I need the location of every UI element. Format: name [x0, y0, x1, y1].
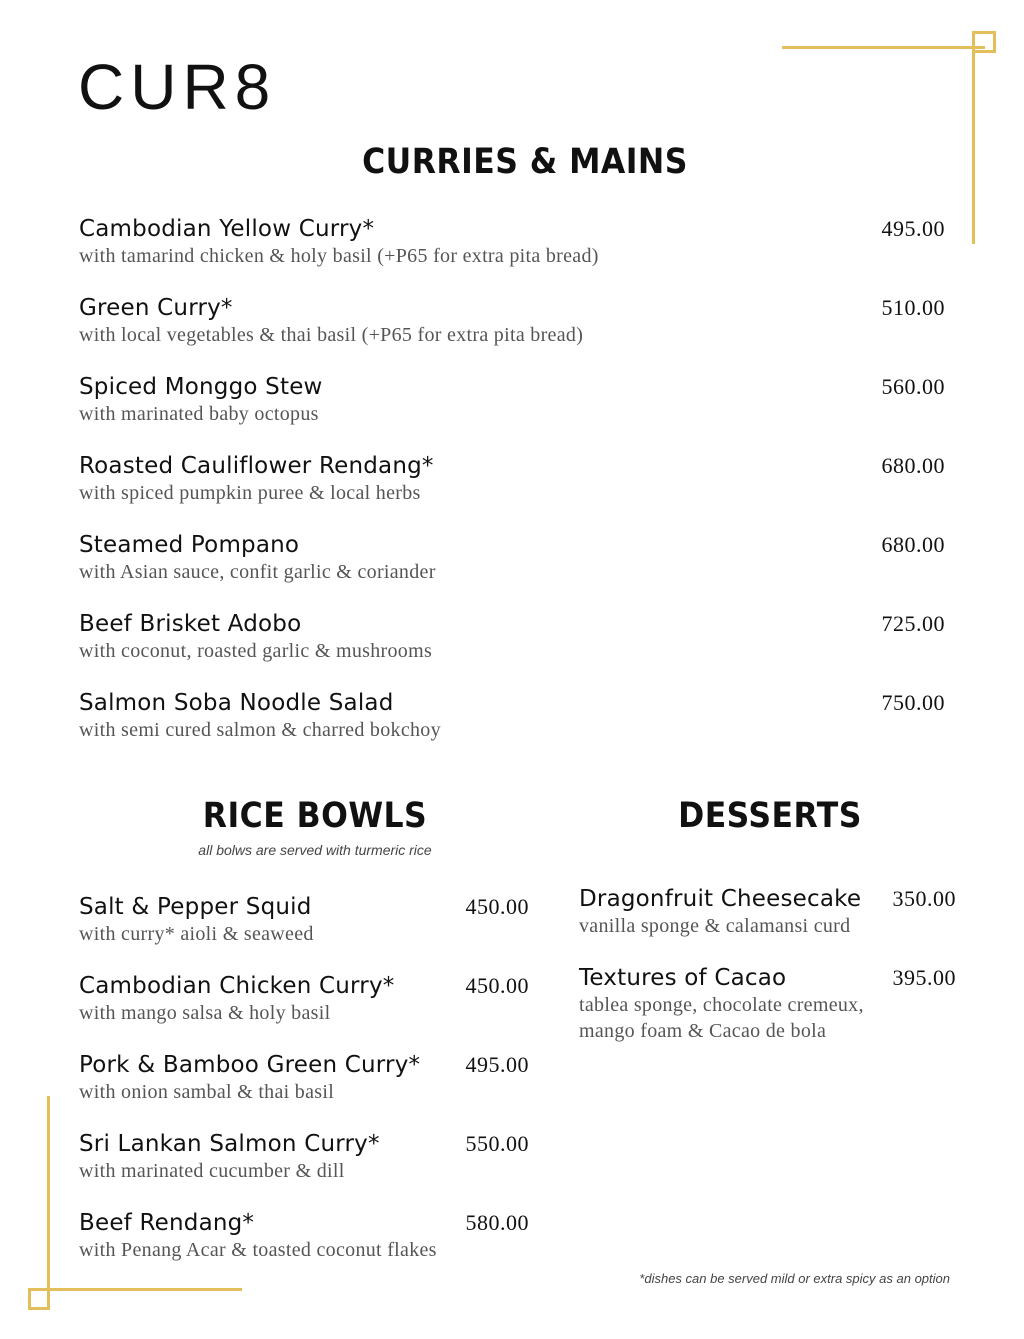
item-name: Cambodian Chicken Curry*: [79, 973, 395, 999]
rice-bowls-note: all bolws are served with turmeric rice: [198, 842, 432, 858]
item-name: Beef Rendang*: [79, 1210, 255, 1236]
gold-frame-bottom-line: [47, 1288, 242, 1291]
item-description: vanilla sponge & calamansi curd: [579, 915, 851, 937]
menu-item: [79, 215, 945, 269]
curries-section-title: CURRIES & MAINS: [362, 142, 688, 182]
item-name: Dragonfruit Cheesecake: [579, 886, 862, 912]
item-description: with coconut, roasted garlic & mushrooms: [79, 640, 433, 662]
item-price: 495.00: [465, 1052, 529, 1077]
item-name: Cambodian Yellow Curry*: [79, 216, 375, 242]
item-name: Roasted Cauliflower Rendang*: [79, 453, 434, 479]
menu-item: [79, 610, 945, 664]
item-price: 495.00: [881, 216, 945, 241]
item-name: Sri Lankan Salmon Curry*: [79, 1131, 380, 1157]
item-name: Salt & Pepper Squid: [79, 894, 312, 920]
item-price: 350.00: [892, 886, 956, 911]
item-name: Spiced Monggo Stew: [79, 374, 323, 400]
item-price: 550.00: [465, 1131, 529, 1156]
menu-item: [579, 964, 956, 1044]
menu-item: [79, 294, 945, 348]
gold-frame-right-line: [972, 46, 975, 244]
item-description: with spiced pumpkin puree & local herbs: [79, 482, 421, 504]
menu-item: [79, 1209, 529, 1263]
menu-item: [79, 893, 529, 947]
item-price: 510.00: [881, 295, 945, 320]
brand-logo: CUR8: [78, 51, 277, 123]
gold-frame-left-line: [47, 1096, 50, 1296]
item-description: with onion sambal & thai basil: [79, 1081, 335, 1103]
item-price: 560.00: [881, 374, 945, 399]
item-description: with semi cured salmon & charred bokchoy: [79, 719, 441, 741]
menu-item: [79, 972, 529, 1026]
item-price: 680.00: [881, 453, 945, 478]
rice-bowls-section-title: RICE BOWLS: [202, 796, 428, 836]
desserts-section-title: DESSERTS: [678, 796, 862, 836]
menu-item: [79, 1051, 529, 1105]
item-name: Salmon Soba Noodle Salad: [79, 690, 394, 716]
item-description: with marinated baby octopus: [79, 403, 319, 425]
item-price: 450.00: [465, 973, 529, 998]
item-description: with curry* aioli & seaweed: [79, 923, 314, 945]
item-description: with mango salsa & holy basil: [79, 1002, 331, 1024]
menu-item: [79, 689, 945, 743]
item-price: 395.00: [892, 965, 956, 990]
item-price: 680.00: [881, 532, 945, 557]
menu-item: [79, 373, 945, 427]
item-price: 450.00: [465, 894, 529, 919]
item-description: with Penang Acar & toasted coconut flakes: [79, 1239, 437, 1261]
item-price: 725.00: [881, 611, 945, 636]
item-name: Pork & Bamboo Green Curry*: [79, 1052, 421, 1078]
item-price: 580.00: [465, 1210, 529, 1235]
gold-frame-bottom-square: [28, 1288, 50, 1310]
menu-item: [579, 885, 956, 939]
item-name: Beef Brisket Adobo: [79, 611, 302, 637]
item-description: with marinated cucumber & dill: [79, 1160, 345, 1182]
item-price: 750.00: [881, 690, 945, 715]
item-description: with tamarind chicken & holy basil (+P65 for extra pita bread): [79, 245, 599, 267]
item-description: tablea sponge, chocolate cremeux, mango foam & Cacao de bola: [579, 994, 864, 1042]
item-name: Steamed Pompano: [79, 532, 300, 558]
item-name: Textures of Cacao: [579, 965, 787, 991]
gold-frame-top-line: [782, 46, 985, 49]
item-name: Green Curry*: [79, 295, 233, 321]
gold-frame-top-square: [972, 31, 996, 53]
item-description: with Asian sauce, confit garlic & coriander: [79, 561, 436, 583]
menu-item: [79, 1130, 529, 1184]
menu-item: [79, 452, 945, 506]
item-description: with local vegetables & thai basil (+P65 for extra pita bread): [79, 324, 584, 346]
menu-item: [79, 531, 945, 585]
footnote: *dishes can be served mild or extra spicy as an option: [639, 1271, 950, 1286]
